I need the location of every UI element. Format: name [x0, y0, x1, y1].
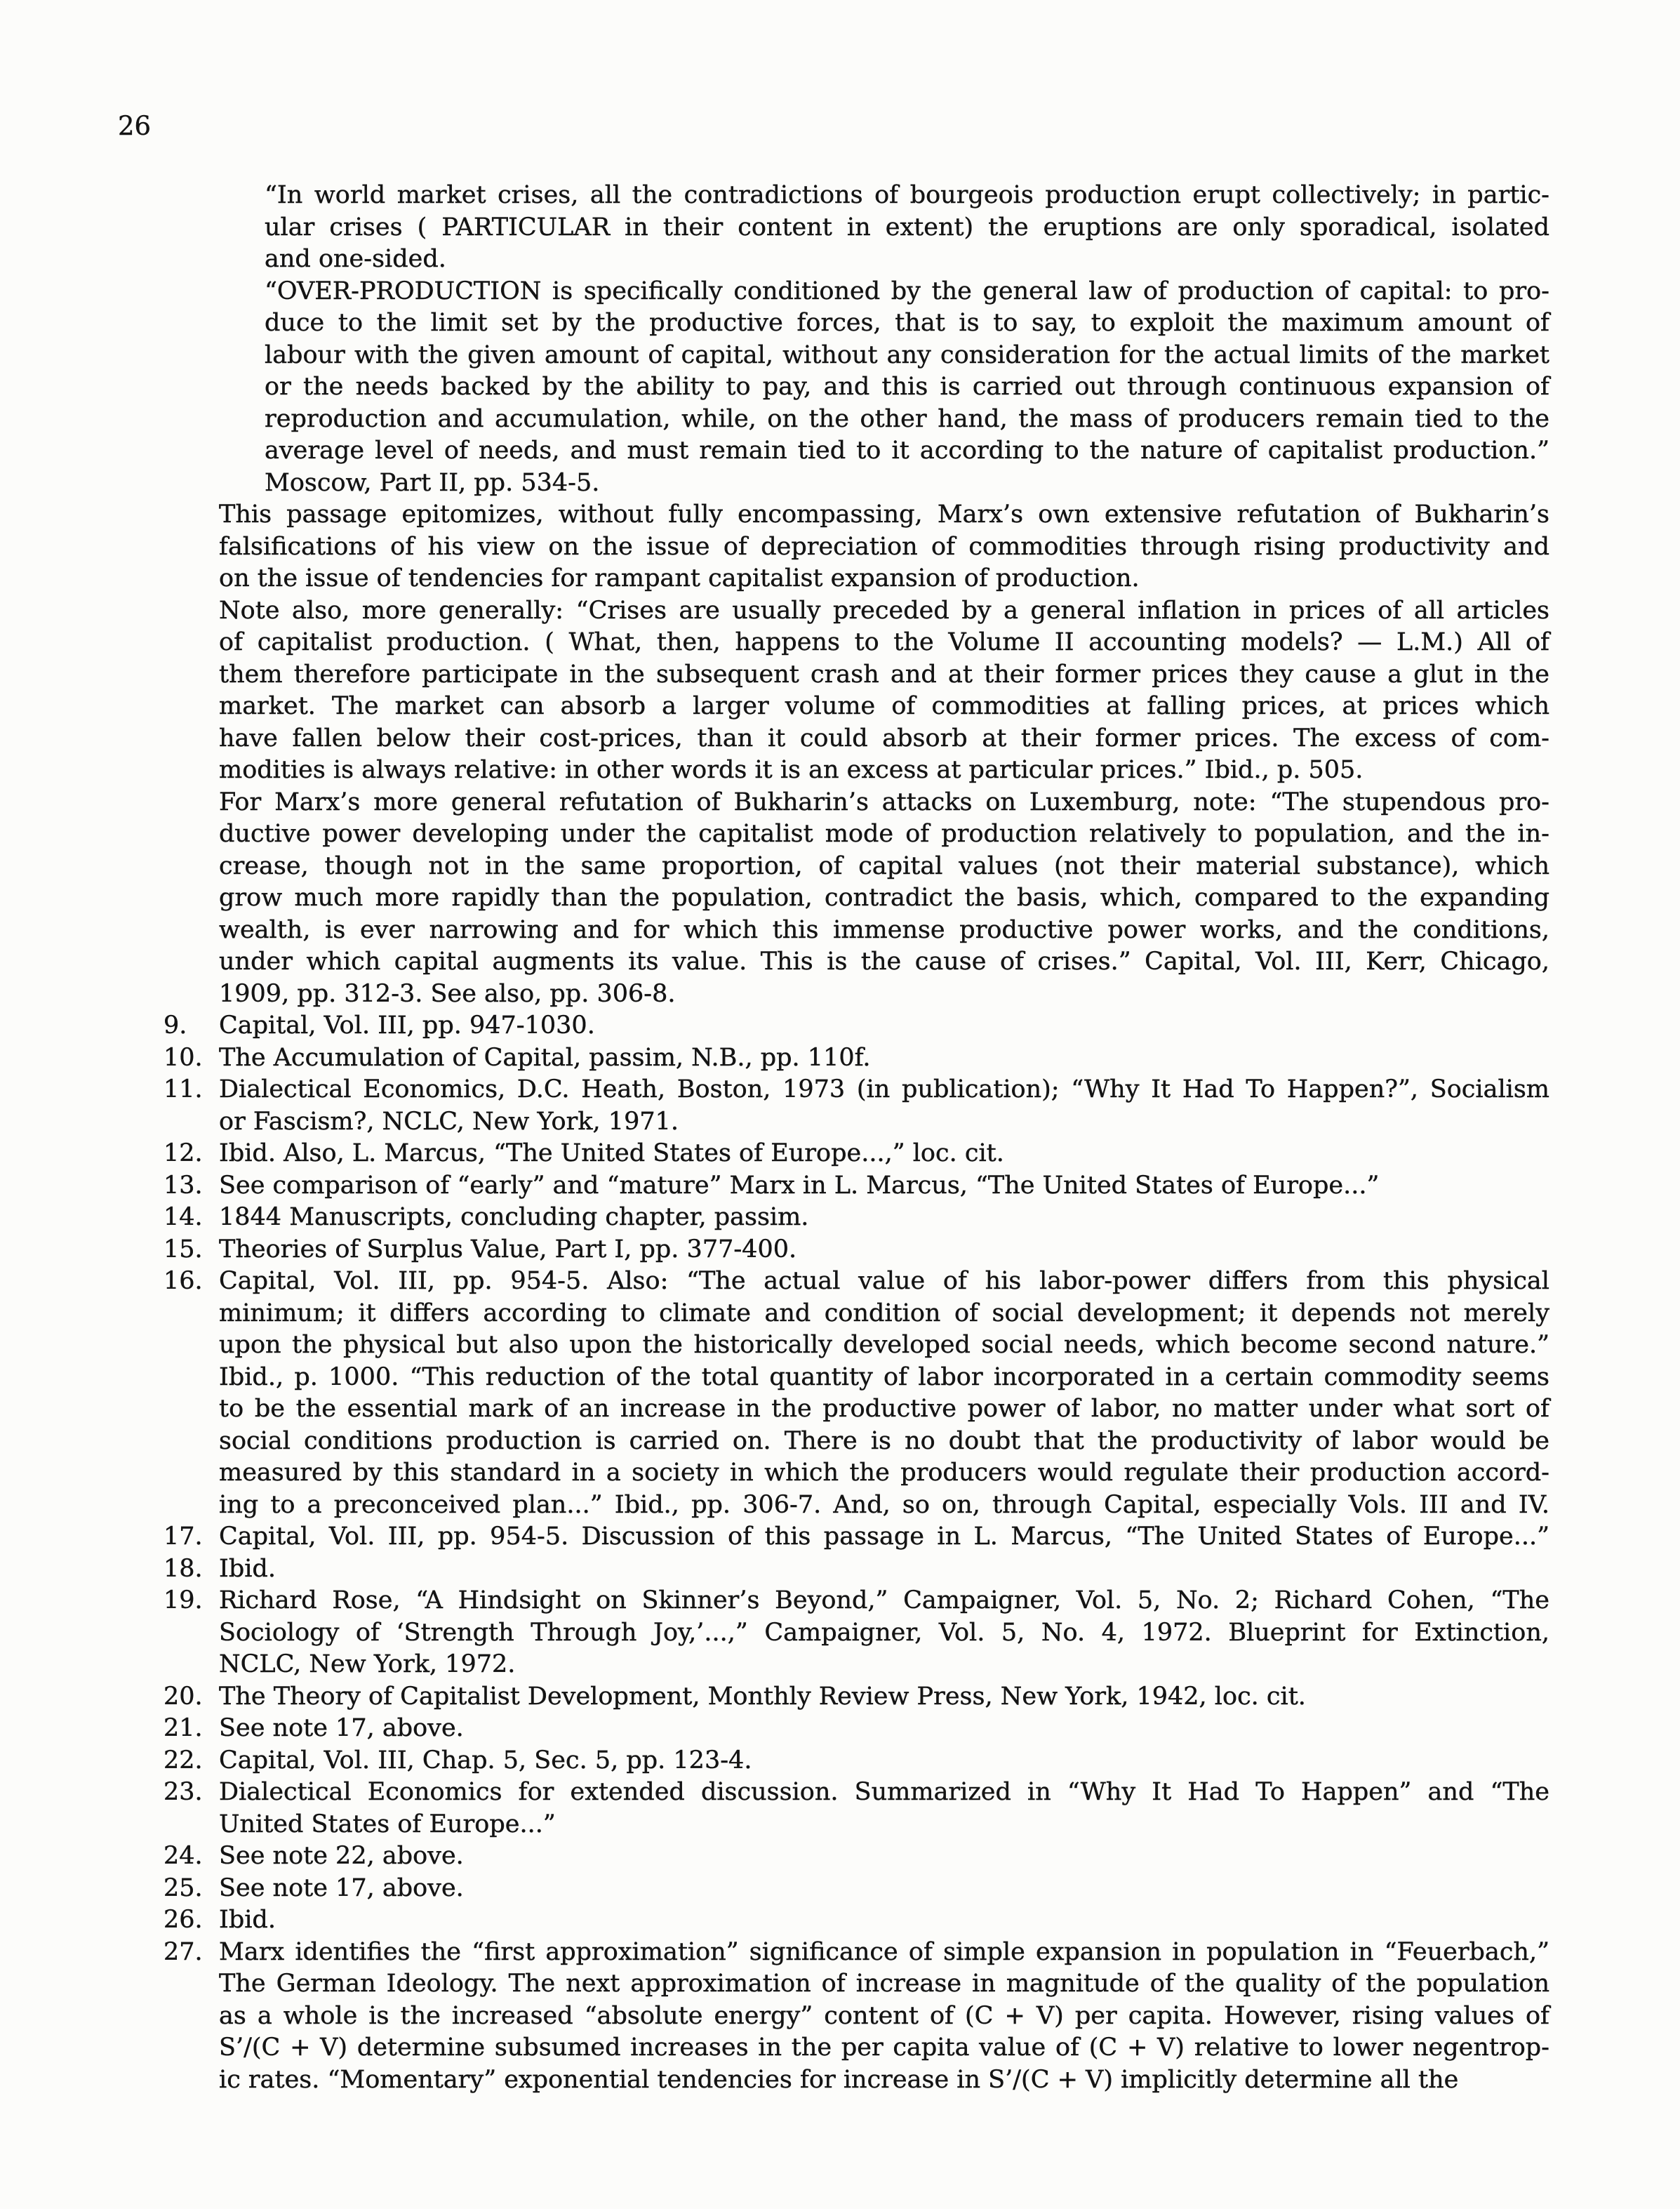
- text-line: United States of Europe...”: [219, 1810, 556, 1838]
- text-line: them therefore participate in the subsequent crash and at their former prices they cause a glut in the: [219, 660, 1549, 689]
- text-line: Ibid. Also, L. Marcus, “The United States of Europe...,” loc. cit.: [219, 1139, 1004, 1167]
- text-line: “In world market crises, all the contradictions of bourgeois production erupt collectively; in partic-: [265, 181, 1549, 209]
- text-line: See note 17, above.: [219, 1714, 464, 1742]
- text-line: Capital, Vol. III, pp. 947-1030.: [219, 1011, 595, 1040]
- footnote-number: 12.: [164, 1139, 203, 1167]
- text-line: falsifications of his view on the issue of depreciation of commodities through rising productivity and: [219, 532, 1549, 561]
- footnote-number: 9.: [164, 1011, 187, 1040]
- text-line: See comparison of “early” and “mature” Marx in L. Marcus, “The United States of Europe...”: [219, 1171, 1380, 1200]
- footnote: [164, 1585, 1549, 1681]
- page-number: 26: [118, 111, 152, 141]
- footnote-number: 13.: [164, 1171, 203, 1200]
- text-line: reproduction and accumulation, while, on the other hand, the mass of producers remain tied to the: [265, 404, 1549, 433]
- footnote: [164, 1777, 1549, 1840]
- footnote: [164, 1170, 1549, 1202]
- text-line: on the issue of tendencies for rampant capitalist expansion of production.: [219, 564, 1140, 592]
- footnote: [164, 1042, 1549, 1075]
- footnote-number: 11.: [164, 1075, 203, 1103]
- text-line: ular crises ( PARTICULAR in their content in extent) the eruptions are only sporadical, isolated: [265, 213, 1549, 241]
- text-line: See note 22, above.: [219, 1842, 464, 1870]
- footnote: [164, 1681, 1549, 1713]
- text-line: grow much more rapidly than the population, contradict the basis, which, compared to the expanding: [219, 884, 1549, 912]
- footnote-number: 10.: [164, 1043, 203, 1072]
- text-line: market. The market can absorb a larger volume of commodities at falling prices, at prices which: [219, 692, 1549, 720]
- footnote: [164, 1904, 1549, 1937]
- text-line: Dialectical Economics, D.C. Heath, Boston, 1973 (in publication); “Why It Had To Happen?”, Socialism: [219, 1075, 1549, 1103]
- text-line: Theories of Surplus Value, Part I, pp. 377-400.: [219, 1235, 797, 1263]
- text-line: to be the essential mark of an increase in the productive power of labor, no matter under what sort of: [219, 1395, 1549, 1423]
- text-line: ductive power developing under the capitalist mode of production relatively to population, and the in-: [219, 820, 1549, 848]
- footnote-number: 18.: [164, 1554, 203, 1583]
- footnote: [164, 1713, 1549, 1745]
- footnote: [164, 1266, 1549, 1521]
- footnote-number: 27.: [164, 1937, 203, 1966]
- text-line: modities is always relative: in other words it is an excess at particular prices.” Ibid., p. 505.: [219, 756, 1364, 784]
- footnote: [164, 1937, 1549, 2097]
- text-line: NCLC, New York, 1972.: [219, 1650, 516, 1678]
- text-line: as a whole is the increased “absolute energy” content of (C + V) per capita. However, rising values of: [219, 2001, 1549, 2030]
- block-quote: [265, 180, 1549, 276]
- footnote: [164, 1521, 1549, 1553]
- text-line: or the needs backed by the ability to pay, and this is carried out through continuous expansion of: [265, 373, 1549, 401]
- text-line: Ibid.: [219, 1906, 276, 1934]
- text-line: 1844 Manuscripts, concluding chapter, passim.: [219, 1203, 809, 1231]
- text-line: “OVER-PRODUCTION is specifically conditioned by the general law of production of capital: to pro-: [265, 277, 1549, 305]
- text-line: The Accumulation of Capital, passim, N.B., pp. 110f.: [219, 1043, 871, 1072]
- text-line: Richard Rose, “A Hindsight on Skinner’s Beyond,” Campaigner, Vol. 5, No. 2; Richard Cohen, “The: [219, 1586, 1549, 1614]
- footnote-number: 17.: [164, 1523, 203, 1551]
- footnote-number: 26.: [164, 1906, 203, 1934]
- footnote-number: 14.: [164, 1203, 203, 1231]
- text-line: Marx identifies the “first approximation” significance of simple expansion in population in “Feuerbach,”: [219, 1937, 1549, 1966]
- footnote: [164, 1010, 1549, 1042]
- footnote-number: 21.: [164, 1714, 203, 1742]
- text-line: ic rates. “Momentary” exponential tendencies for increase in S’/(C + V) implicitly determine all the: [219, 2065, 1459, 2094]
- text-line: have fallen below their cost-prices, than it could absorb at their former prices. The excess of com-: [219, 724, 1549, 752]
- text-line: Capital, Vol. III, Chap. 5, Sec. 5, pp. 123-4.: [219, 1746, 752, 1775]
- text-line: of capitalist production. ( What, then, happens to the Volume II accounting models? — L.M.) All of: [219, 628, 1549, 656]
- text-line: minimum; it differs according to climate and condition of social development; it depends not merely: [219, 1299, 1549, 1327]
- text-line: or Fascism?, NCLC, New York, 1971.: [219, 1107, 679, 1136]
- text-line: upon the physical but also upon the historically developed social needs, which become second nature.”: [219, 1331, 1549, 1359]
- footnote-number: 25.: [164, 1873, 203, 1902]
- text-line: This passage epitomizes, without fully encompassing, Marx’s own extensive refutation of Bukharin’s: [219, 500, 1549, 529]
- text-line: The Theory of Capitalist Development, Monthly Review Press, New York, 1942, loc. cit.: [219, 1682, 1306, 1711]
- text-line: Note also, more generally: “Crises are usually preceded by a general inflation in prices of all articles: [219, 596, 1549, 625]
- footnote: [164, 1138, 1549, 1170]
- footnote: [164, 1745, 1549, 1777]
- footnote-number: 19.: [164, 1586, 203, 1614]
- footnote-number: 20.: [164, 1682, 203, 1711]
- text-line: Capital, Vol. III, pp. 954-5. Also: “The actual value of his labor-power differs from this physical: [219, 1267, 1549, 1295]
- text-line: Dialectical Economics for extended discussion. Summarized in “Why It Had To Happen” and “The: [219, 1778, 1549, 1806]
- footnote-number: 15.: [164, 1235, 203, 1263]
- paragraph: [219, 595, 1549, 787]
- text-line: Ibid.: [219, 1554, 276, 1583]
- text-line: The German Ideology. The next approximation of increase in magnitude of the quality of the population: [219, 1970, 1549, 1998]
- text-line: Ibid., p. 1000. “This reduction of the total quantity of labor incorporated in a certain commodity seems: [219, 1362, 1549, 1391]
- footnote: [164, 1553, 1549, 1586]
- text-line: Sociology of ‘Strength Through Joy,’...,” Campaigner, Vol. 5, No. 4, 1972. Blueprint for Extinction,: [219, 1618, 1549, 1647]
- footnote: [164, 1202, 1549, 1234]
- block-quote: [265, 276, 1549, 500]
- footnote-number: 16.: [164, 1267, 203, 1295]
- footnote: [164, 1074, 1549, 1138]
- text-line: crease, though not in the same proportion, of capital values (not their material substance), which: [219, 851, 1549, 880]
- page-content: [164, 180, 1549, 2096]
- text-line: average level of needs, and must remain tied to it according to the nature of capitalist production.”: [265, 437, 1549, 465]
- footnote: [164, 1840, 1549, 1873]
- text-line: For Marx’s more general refutation of Bukharin’s attacks on Luxemburg, note: “The stupendous pro-: [219, 788, 1549, 816]
- text-line: wealth, is ever narrowing and for which this immense productive power works, and the conditions,: [219, 915, 1549, 944]
- text-line: and one-sided.: [265, 245, 446, 273]
- footnote-number: 22.: [164, 1746, 203, 1775]
- text-line: labour with the given amount of capital, without any consideration for the actual limits of the market: [265, 340, 1549, 369]
- text-line: under which capital augments its value. This is the cause of crises.” Capital, Vol. III, Kerr, Chicago,: [219, 948, 1549, 976]
- text-line: Moscow, Part II, pp. 534-5.: [265, 468, 600, 497]
- paragraph: [219, 787, 1549, 1011]
- footnote: [164, 1234, 1549, 1266]
- paragraph: [219, 499, 1549, 595]
- footnote-number: 23.: [164, 1778, 203, 1806]
- text-line: 1909, pp. 312-3. See also, pp. 306-8.: [219, 979, 676, 1008]
- text-line: See note 17, above.: [219, 1873, 464, 1902]
- text-line: S’/(C + V) determine subsumed increases in the per capita value of (C + V) relative to lower negentrop-: [219, 2034, 1549, 2062]
- text-line: ing to a preconceived plan...” Ibid., pp. 306-7. And, so on, through Capital, especially Vols. III and IV.: [219, 1490, 1549, 1519]
- footnote: [164, 1873, 1549, 1905]
- text-line: measured by this standard in a society in which the producers would regulate their production accord-: [219, 1459, 1549, 1487]
- text-line: Capital, Vol. III, pp. 954-5. Discussion of this passage in L. Marcus, “The United States of Europe...”: [219, 1523, 1549, 1551]
- footnote-number: 24.: [164, 1842, 203, 1870]
- text-line: social conditions production is carried on. There is no doubt that the productivity of labor would be: [219, 1426, 1549, 1455]
- text-line: duce to the limit set by the productive forces, that is to say, to exploit the maximum amount of: [265, 309, 1549, 337]
